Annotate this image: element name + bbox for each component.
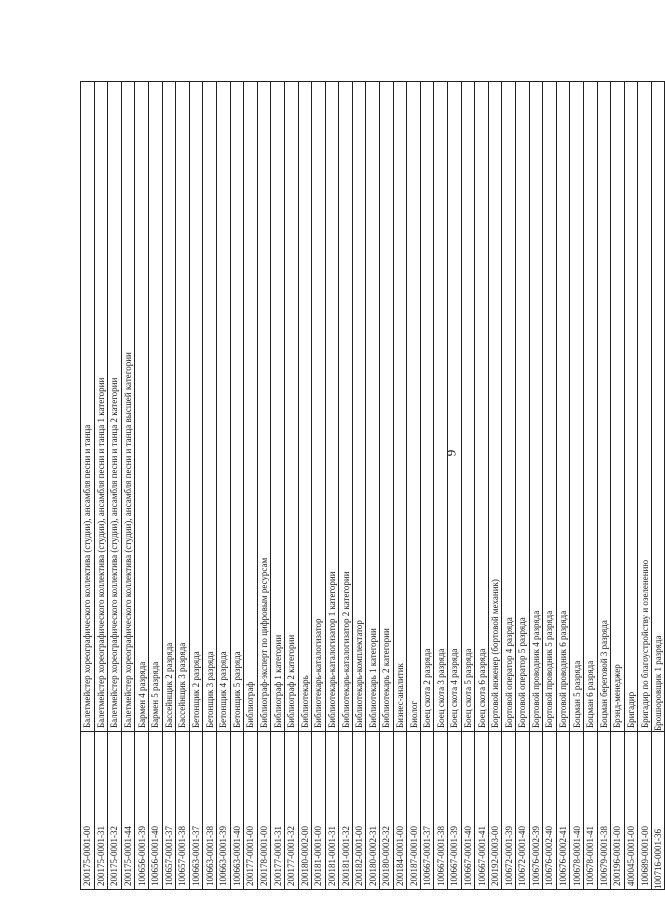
occupation-code-cell: 100667-0001-39 — [448, 732, 462, 890]
occupation-name-cell: Бассейнщик 2 разряда — [162, 82, 176, 732]
table-row — [516, 82, 530, 890]
table-row — [230, 82, 244, 890]
occupation-code-cell: 400045-0001-00 — [624, 732, 638, 890]
occupation-code-cell: 200177-0001-31 — [271, 732, 285, 890]
table-row — [325, 82, 339, 890]
table-row — [570, 82, 584, 890]
table-row — [434, 82, 448, 890]
occupation-code-cell: 100667-0001-37 — [420, 732, 434, 890]
occupation-name-cell: Библиограф-эксперт по цифровым ресурсам — [257, 82, 271, 732]
table-row — [407, 82, 421, 890]
occupation-name-cell: Библиограф — [244, 82, 258, 732]
table-row — [94, 82, 108, 890]
occupation-code-cell: 100663-0001-40 — [230, 732, 244, 890]
occupation-code-cell: 200181-0001-32 — [339, 732, 353, 890]
table-row — [651, 82, 664, 890]
occupation-code-cell: 200192-0003-00 — [488, 732, 502, 890]
occupation-name-cell: Бортовой оператор 5 разряда — [516, 82, 530, 732]
table-row — [624, 82, 638, 890]
occupation-name-cell: Бетонщик 3 разряда — [203, 82, 217, 732]
table-row — [529, 82, 543, 890]
occupation-code-cell: 100663-0001-38 — [203, 732, 217, 890]
occupation-code-cell: 100657-0001-37 — [162, 732, 176, 890]
table-row — [461, 82, 475, 890]
occupation-name-cell: Боцман 5 разряда — [570, 82, 584, 732]
occupation-name-cell: Библиограф 1 категории — [271, 82, 285, 732]
table-row — [189, 82, 203, 890]
occupation-name-cell: Балетмейстер хореографического коллектива (студии), ансамбля песни и танца 1 категории — [94, 82, 108, 732]
table-row — [339, 82, 353, 890]
table-row — [543, 82, 557, 890]
occupation-name-cell: Библиотекарь-каталогизатор — [312, 82, 326, 732]
occupation-code-cell: 100678-0001-41 — [583, 732, 597, 890]
occupation-name-cell: Бригадир по благоустройству и озеленению — [638, 82, 652, 732]
table-row — [148, 82, 162, 890]
occupation-table-frame — [80, 82, 663, 890]
occupation-code-cell: 200175-0001-32 — [108, 732, 122, 890]
table-row — [298, 82, 312, 890]
occupation-name-cell: Боец скота 3 разряда — [434, 82, 448, 732]
table-row — [475, 82, 489, 890]
occupation-code-cell: 100672-0001-40 — [516, 732, 530, 890]
occupation-name-cell: Брошюровщик 1 разряда — [651, 82, 664, 732]
table-row — [121, 82, 135, 890]
occupation-name-cell: Бармен 5 разряда — [148, 82, 162, 732]
table-row — [380, 82, 394, 890]
table-row — [611, 82, 625, 890]
occupation-name-cell: Библиотекарь-каталогизатор 1 категории — [325, 82, 339, 732]
occupation-code-cell: 200175-0001-44 — [121, 732, 135, 890]
occupation-name-cell: Бортовой инженер (бортовой механик) — [488, 82, 502, 732]
table-row — [393, 82, 407, 890]
occupation-code-cell: 200180-0002-32 — [380, 732, 394, 890]
occupation-name-cell: Библиотекарь 1 категории — [366, 82, 380, 732]
occupation-code-cell: 100676-0002-41 — [556, 732, 570, 890]
occupation-code-cell: 200182-0001-00 — [352, 732, 366, 890]
occupation-name-cell: Библиотекарь — [298, 82, 312, 732]
occupation-code-cell: 100667-0001-38 — [434, 732, 448, 890]
table-row — [257, 82, 271, 890]
occupation-code-cell: 200180-0002-00 — [298, 732, 312, 890]
occupation-code-cell: 100679-0001-38 — [597, 732, 611, 890]
table-row — [81, 82, 95, 890]
table-row — [284, 82, 298, 890]
occupation-table-body — [81, 82, 665, 890]
occupation-name-cell: Бассейнщик 3 разряда — [176, 82, 190, 732]
occupation-name-cell: Бетонщик 4 разряда — [216, 82, 230, 732]
occupation-code-cell: 100667-0001-41 — [475, 732, 489, 890]
occupation-code-cell: 200196-0001-00 — [611, 732, 625, 890]
occupation-code-cell: 200181-0001-00 — [312, 732, 326, 890]
occupation-code-cell: 100672-0001-39 — [502, 732, 516, 890]
occupation-name-cell: Биолог — [407, 82, 421, 732]
occupation-name-cell: Боцман 6 разряда — [583, 82, 597, 732]
page-number: 9 — [443, 449, 459, 457]
occupation-code-cell: 100657-0001-38 — [176, 732, 190, 890]
occupation-code-cell: 200187-0001-00 — [407, 732, 421, 890]
occupation-code-cell: 100656-0001-40 — [148, 732, 162, 890]
table-row — [488, 82, 502, 890]
table-row — [420, 82, 434, 890]
occupation-code-cell: 100676-0002-40 — [543, 732, 557, 890]
table-row — [583, 82, 597, 890]
occupation-name-cell: Балетмейстер хореографического коллектива (студии), ансамбля песни и танца — [81, 82, 95, 732]
occupation-code-cell: 200177-0001-32 — [284, 732, 298, 890]
table-row — [352, 82, 366, 890]
occupation-code-cell: 100667-0001-40 — [461, 732, 475, 890]
table-row — [203, 82, 217, 890]
occupation-name-cell: Бармен 4 разряда — [135, 82, 149, 732]
occupation-name-cell: Библиотекарь-комплектатор — [352, 82, 366, 732]
occupation-code-cell: 200181-0001-31 — [325, 732, 339, 890]
occupation-name-cell: Боец скота 6 разряда — [475, 82, 489, 732]
occupation-name-cell: Боец скота 4 разряда — [448, 82, 462, 732]
occupation-name-cell: Бортовой оператор 4 разряда — [502, 82, 516, 732]
table-row — [638, 82, 652, 890]
table-row — [597, 82, 611, 890]
occupation-code-cell: 200178-0001-00 — [257, 732, 271, 890]
occupation-code-cell: 100689-0001-00 — [638, 732, 652, 890]
table-row — [108, 82, 122, 890]
occupation-code-cell: 100663-0001-39 — [216, 732, 230, 890]
occupation-name-cell: Балетмейстер хореографического коллектива (студии), ансамбля песни и танца высшей категории — [121, 82, 135, 732]
occupation-name-cell: Боец скота 2 разряда — [420, 82, 434, 732]
occupation-code-cell: 100678-0001-40 — [570, 732, 584, 890]
table-row — [244, 82, 258, 890]
table-row — [162, 82, 176, 890]
occupation-name-cell: Бетонщик 2 разряда — [189, 82, 203, 732]
occupation-name-cell: Библиотекарь 2 категории — [380, 82, 394, 732]
occupation-code-cell: 100676-0002-39 — [529, 732, 543, 890]
occupation-code-cell: 200177-0001-00 — [244, 732, 258, 890]
table-row — [502, 82, 516, 890]
table-row — [176, 82, 190, 890]
occupation-code-cell: 200175-0001-00 — [81, 732, 95, 890]
occupation-name-cell: Балетмейстер хореографического коллектива (студии), ансамбля песни и танца 2 категории — [108, 82, 122, 732]
occupation-table-rotated — [80, 82, 663, 890]
occupation-table — [80, 81, 665, 890]
occupation-name-cell: Бригадир — [624, 82, 638, 732]
occupation-code-cell: 100716-0001-36 — [651, 732, 664, 890]
table-row — [366, 82, 380, 890]
occupation-name-cell: Бортовой проводник 5 разряда — [543, 82, 557, 732]
table-row — [556, 82, 570, 890]
occupation-code-cell: 200180-0002-31 — [366, 732, 380, 890]
occupation-name-cell: Боец скота 5 разряда — [461, 82, 475, 732]
occupation-name-cell: Боцман береговой 3 разряда — [597, 82, 611, 732]
occupation-code-cell: 200184-0001-00 — [393, 732, 407, 890]
occupation-name-cell: Брэнд-менеджер — [611, 82, 625, 732]
occupation-code-cell: 100656-0001-39 — [135, 732, 149, 890]
occupation-name-cell: Бортовой проводник 6 разряда — [556, 82, 570, 732]
occupation-name-cell: Бетонщик 5 разряда — [230, 82, 244, 732]
table-row — [448, 82, 462, 890]
table-row — [216, 82, 230, 890]
occupation-name-cell: Библиотекарь-каталогизатор 2 категории — [339, 82, 353, 732]
table-row — [135, 82, 149, 890]
occupation-name-cell: Библиограф 2 категории — [284, 82, 298, 732]
occupation-name-cell: Бизнес-аналитик — [393, 82, 407, 732]
occupation-code-cell: 100663-0001-37 — [189, 732, 203, 890]
occupation-code-cell: 200175-0001-31 — [94, 732, 108, 890]
occupation-name-cell: Бортовой проводник 4 разряда — [529, 82, 543, 732]
table-row — [312, 82, 326, 890]
table-row — [271, 82, 285, 890]
